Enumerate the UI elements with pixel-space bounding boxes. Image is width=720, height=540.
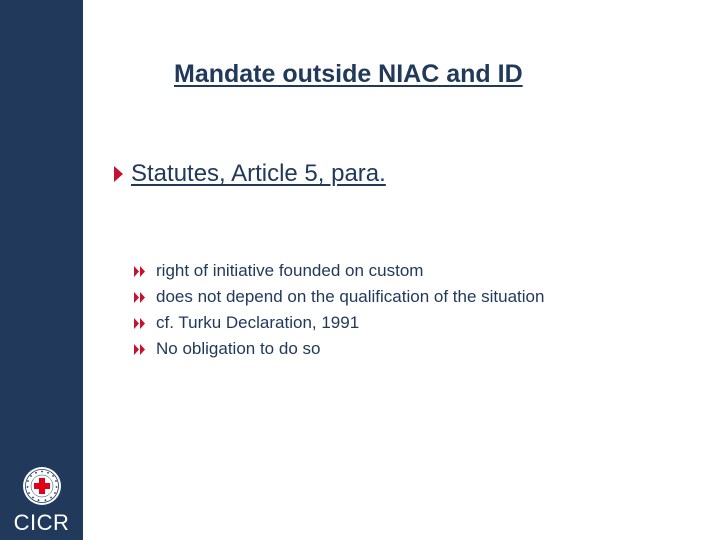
sidebar — [0, 0, 83, 540]
double-chevron-bullet-icon — [134, 318, 146, 329]
list-item-text: No obligation to do so — [156, 339, 321, 358]
cicr-logo — [0, 462, 83, 540]
list-item-text: cf. Turku Declaration, 1991 — [156, 313, 360, 332]
double-chevron-bullet-icon — [134, 266, 146, 277]
list-item — [134, 258, 544, 284]
list-item-text: right of initiative founded on custom — [156, 261, 424, 280]
sub-point-list — [134, 258, 544, 362]
double-chevron-bullet-icon — [134, 292, 146, 303]
triangle-bullet-icon — [112, 165, 124, 183]
org-name: CICR — [13, 510, 70, 535]
slide-title: Mandate outside NIAC and ID — [174, 60, 523, 88]
list-item-text: does not depend on the qualification of the situation — [156, 287, 545, 306]
main-point-text: Statutes, Article 5, para. — [131, 160, 386, 187]
list-item — [134, 284, 544, 310]
main-bullet-point — [112, 160, 386, 188]
red-cross-emblem-icon — [22, 466, 62, 506]
list-item — [134, 336, 544, 362]
double-chevron-bullet-icon — [134, 344, 146, 355]
list-item — [134, 310, 544, 336]
